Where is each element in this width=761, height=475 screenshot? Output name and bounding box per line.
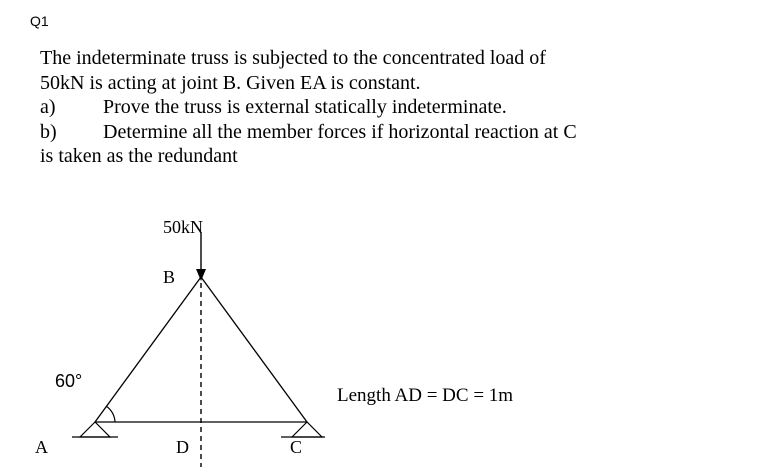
statement-line-2: 50kN is acting at joint B. Given EA is constant. — [40, 71, 421, 94]
load-arrow-head — [196, 269, 206, 281]
load-label: 50kN — [163, 217, 203, 237]
statement-line-1: The indeterminate truss is subjected to the concentrated load of — [40, 47, 546, 69]
task-b-marker: b) — [40, 120, 57, 143]
member-ab — [95, 277, 201, 422]
length-note: Length AD = DC = 1m — [337, 385, 514, 406]
joint-label-a: A — [35, 437, 48, 457]
task-b-text-continued: is taken as the redundant — [40, 145, 238, 167]
angle-label: 60° — [55, 371, 83, 391]
joint-label-c: C — [290, 437, 303, 457]
task-b-text: Determine all the member forces if horizontal reaction at C — [103, 120, 577, 143]
joint-label-d: D — [176, 437, 189, 457]
angle-arc-a — [106, 406, 115, 422]
task-a-marker: a) — [40, 96, 56, 118]
task-a-text: Prove the truss is external statically indeterminate. — [103, 96, 507, 118]
question-number: Q1 — [30, 13, 49, 29]
pin-support-a — [72, 422, 118, 437]
pin-support-c — [281, 422, 325, 437]
joint-label-b: B — [163, 267, 176, 287]
member-bc — [201, 277, 307, 422]
